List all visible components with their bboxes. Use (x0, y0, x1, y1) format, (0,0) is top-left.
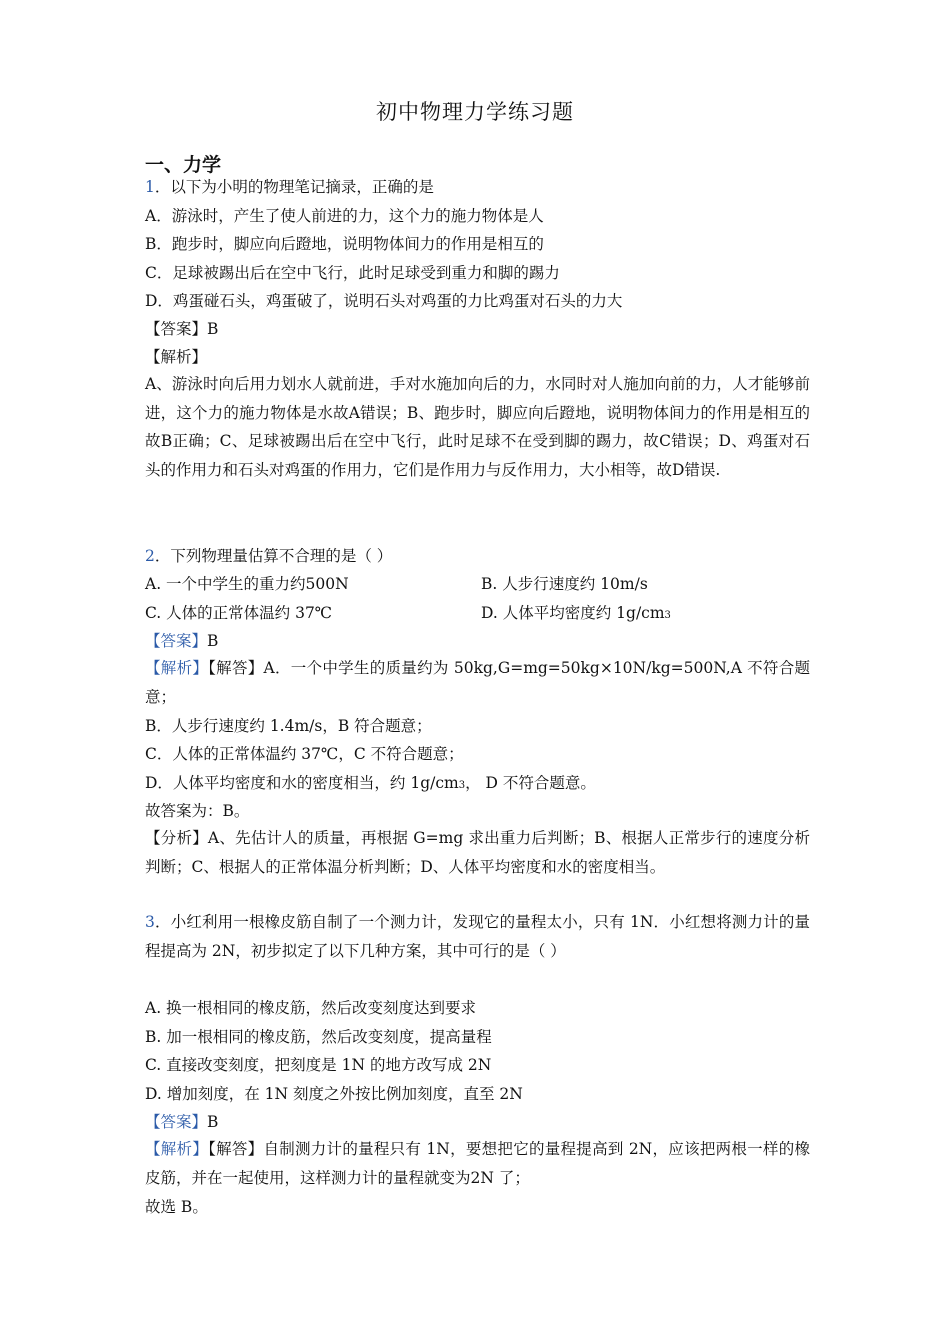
question-2-analysis-1: 【解答】A．一个中学生的质量约为 50kg,G=mg=50kg×10N/kg=500N,A 不符合题意； (145, 659, 810, 706)
question-2-analysis-label: 【解析】 (145, 659, 209, 677)
question-3-stem (145, 908, 810, 965)
question-2-stem (145, 546, 392, 566)
question-2-fenxi: 【分析】A、先估计人的质量，再根据 G=mg 求出重力后判断；B、根据人正常步行的速度分析判断；C、根据人的正常体温分析判断；D、人体平均密度和水的密度相当。 (145, 829, 810, 876)
question-1-number: 1 (145, 178, 155, 196)
question-3-analysis-block (145, 1135, 810, 1192)
question-3-option-d: D. 增加刻度，在 1N 刻度之外按比例加刻度，直至 2N (145, 1085, 523, 1103)
question-2-answer-label: 【答案】 (145, 632, 208, 650)
question-3-conclusion: 故选 B。 (145, 1198, 208, 1216)
question-2-number: 2 (145, 547, 155, 565)
question-2-answer (145, 631, 218, 651)
question-2-analysis-4-tail: ， D 不符合题意。 (465, 774, 596, 792)
question-3-number: 3 (145, 913, 155, 931)
question-2-analysis-2: B．人步行速度约 1.4m/s，B 符合题意； (145, 717, 432, 735)
page-title: 初中物理力学练习题 (376, 100, 574, 124)
question-1-answer: 【答案】B (145, 320, 219, 338)
question-1-option-b: B．跑步时，脚应向后蹬地，说明物体间力的作用是相互的 (145, 235, 544, 253)
question-2-option-d-text: D. 人体平均密度约 1g/cm (481, 604, 665, 622)
question-1-analysis-label: 【解析】 (145, 348, 208, 366)
question-2-analysis-4-exponent: 3 (458, 780, 466, 791)
question-2-conclusion: 故答案为：B。 (145, 802, 250, 820)
question-1-option-c: C．足球被踢出后在空中飞行，此时足球受到重力和脚的踢力 (145, 264, 560, 282)
question-1-option-d: D．鸡蛋碰石头，鸡蛋破了，说明石头对鸡蛋的力比鸡蛋对石头的力大 (145, 292, 623, 310)
question-2-text: ．下列物理量估算不合理的是（ ） (154, 547, 393, 565)
question-3-analysis-label: 【解析】 (145, 1140, 209, 1158)
question-3-answer-value: B (207, 1113, 219, 1131)
question-2-option-d (481, 603, 671, 626)
question-3-option-c: C. 直接改变刻度，把刻度是 1N 的地方改写成 2N (145, 1056, 492, 1074)
question-3-option-b: B. 加一根相同的橡皮筋，然后改变刻度，提高量程 (145, 1028, 492, 1046)
question-3-analysis: 【解答】自制测力计的量程只有 1N，要想把它的量程提高到 2N，应该把两根一样的橡皮筋，并在一起使用，这样测力计的量程就变为2N 了； (145, 1140, 810, 1187)
question-3-answer-label: 【答案】 (145, 1113, 208, 1131)
question-2-analysis-block (145, 654, 810, 711)
section-heading: 一、力学 (145, 154, 222, 176)
question-3-answer (145, 1112, 218, 1132)
question-2-answer-value: B (207, 632, 219, 650)
question-2-analysis-4-text: D．人体平均密度和水的密度相当，约 1g/cm (145, 774, 459, 792)
question-1-text: ．以下为小明的物理笔记摘录，正确的是 (154, 178, 434, 196)
question-2-option-a: A. 一个中学生的重力约500N (145, 575, 349, 593)
question-1-analysis: A、游泳时向后用力划水人就前进，手对水施加向后的力，水同时对人施加向前的力，人才能够前进，这个力的施力物体是水故A错误；B、跑步时，脚应向后蹬地，说明物体间力的作用是相互的故B正确；C、足球被踢出后在空中飞行，此时足球不在受到脚的踢力，故C错误；D、鸡蛋对石头的作用力和石头对鸡蛋的作用力，它们是作用力与反作用力，大小相等，故D错误. (145, 375, 810, 479)
question-1-option-a: A．游泳时，产生了使人前进的力，这个力的施力物体是人 (145, 207, 544, 225)
question-2-option-c: C. 人体的正常体温约 37℃ (145, 604, 333, 622)
question-3-text: ．小红利用一根橡皮筋自制了一个测力计，发现它的量程太小，只有 1N．小红想将测力计的量程提高为 2N，初步拟定了以下几种方案，其中可行的是（ ） (145, 913, 810, 960)
question-2-option-d-exponent: 3 (664, 610, 671, 621)
question-2-analysis-3: C．人体的正常体温约 37℃，C 不符合题意； (145, 745, 464, 763)
question-3-option-a: A. 换一根相同的橡皮筋，然后改变刻度达到要求 (145, 999, 477, 1017)
question-2-analysis-4 (145, 773, 596, 796)
question-2-option-b: B. 人步行速度约 10m/s (481, 575, 648, 593)
question-1-stem (145, 177, 434, 197)
